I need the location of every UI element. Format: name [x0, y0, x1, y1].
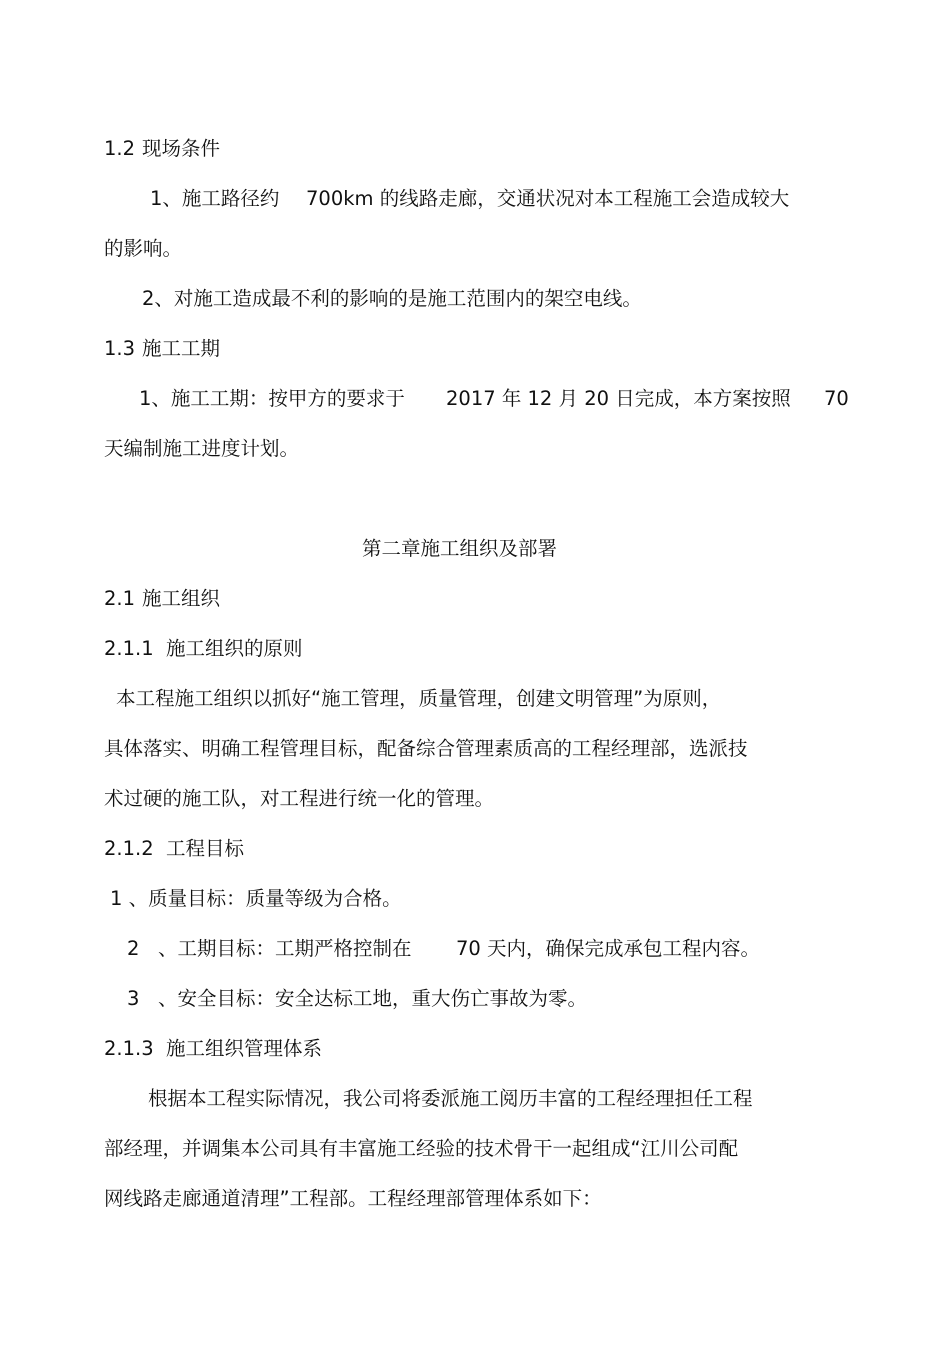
paragraph-line: 根据本工程实际情况，我公司将委派施工阅历丰富的工程经理担任工程	[148, 1087, 753, 1110]
section-number: 2.1.2	[104, 837, 154, 860]
paragraph-line: 本工程施工组织以抓好“施工管理，质量管理，创建文明管理”为原则，	[116, 687, 722, 710]
section-heading: 施工工期	[142, 337, 221, 360]
paragraph-line: 2、对施工造成最不利的影响的是施工范围内的架空电线。	[142, 287, 642, 310]
paragraph-line: 的影响。	[104, 237, 183, 260]
section-heading: 工程目标	[166, 837, 245, 860]
paragraph-line: 部经理，并调集本公司具有丰富施工经验的技术骨干一起组成“江川公司配	[104, 1137, 739, 1160]
section-heading: 施工组织的原则	[166, 637, 303, 660]
section-number: 1.2	[104, 137, 136, 160]
section-number: 2.1.1	[104, 637, 154, 660]
paragraph-line: 2017 年 12 月 20 日完成，本方案按照	[446, 387, 791, 410]
paragraph-line: 70	[824, 387, 849, 410]
list-item: 、安全目标：安全达标工地，重大伤亡事故为零。	[158, 987, 588, 1010]
paragraph-line: 1、施工路径约	[150, 187, 280, 210]
paragraph-line: 1、施工工期：按甲方的要求于	[139, 387, 405, 410]
paragraph-line: 天编制施工进度计划。	[104, 437, 300, 460]
paragraph-line: 术过硬的施工队，对工程进行统一化的管理。	[104, 787, 495, 810]
list-item-number: 2	[127, 937, 140, 960]
paragraph-line: 具体落实、明确工程管理目标，配备综合管理素质高的工程经理部，选派技	[104, 737, 748, 760]
section-heading: 现场条件	[142, 137, 221, 160]
list-item: 、工期目标：工期严格控制在	[158, 937, 412, 960]
section-number: 2.1	[104, 587, 136, 610]
list-item-number: 3	[127, 987, 140, 1010]
section-number: 1.3	[104, 337, 136, 360]
list-item: 1 、质量目标：质量等级为合格。	[110, 887, 402, 910]
section-heading: 施工组织	[142, 587, 221, 610]
list-item: 70 天内，确保完成承包工程内容。	[456, 937, 761, 960]
paragraph-line: 网线路走廊通道清理”工程部。工程经理部管理体系如下：	[104, 1187, 602, 1210]
section-heading: 施工组织管理体系	[166, 1037, 323, 1060]
paragraph-line: 700km 的线路走廊，交通状况对本工程施工会造成较大	[306, 187, 790, 210]
chapter-title: 第二章施工组织及部署	[362, 537, 558, 560]
section-number: 2.1.3	[104, 1037, 154, 1060]
